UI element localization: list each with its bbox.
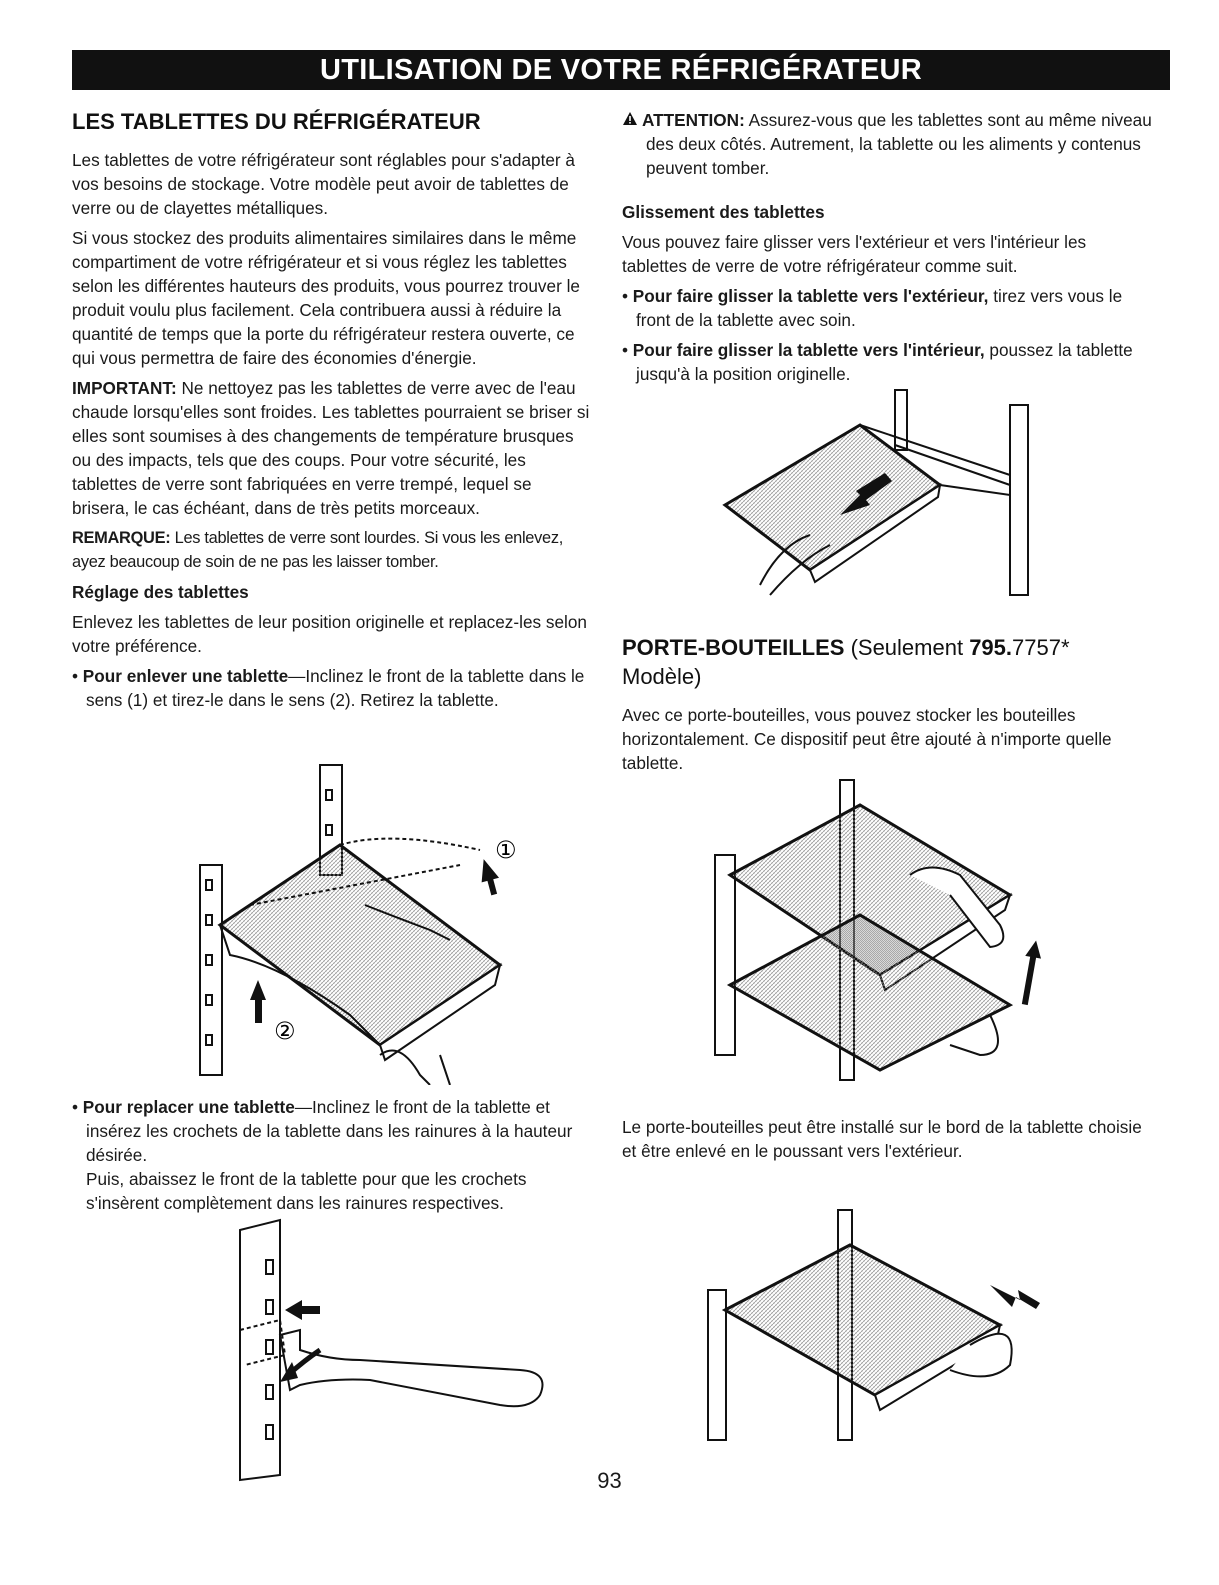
figure-bottle-holder-remove <box>700 1205 1050 1445</box>
bullet-slide-in-text: poussez la tablette jusqu'à la position originelle. <box>636 340 1133 384</box>
section-heading-bottle-holder <box>622 633 1152 691</box>
figure-replace-shelf <box>220 1210 570 1485</box>
bottle-heading-pre: (Seulement <box>844 635 970 660</box>
figure-label-2: ② <box>274 1017 296 1045</box>
bullet-remove-text: —Inclinez le front de la tablette dans le sens (1) et tirez-le dans le sens (2). Retirez la tablette. <box>86 666 585 710</box>
bottle-heading-model: 7757* <box>1012 635 1070 660</box>
paragraph-sliding: Vous pouvez faire glisser vers l'extérieur et vers l'intérieur les tablettes de verre de votre réfrigérateur comme suit. <box>622 232 1087 276</box>
figure-slide-shelf <box>720 385 1040 605</box>
paragraph-intro: Les tablettes de votre réfrigérateur sont réglables pour s'adapter à vos besoins de stockage. Votre modèle peut avoir de tablettes de verre ou de clayettes métalliques. <box>72 150 575 218</box>
subheading-sliding: Glissement des tablettes <box>622 202 825 222</box>
remarque-text: Les tablettes de verre sont lourdes. Si vous les enlevez, ayez beaucoup de soin de ne pas les laisser tomber. <box>72 529 563 571</box>
bullet-slide-out: • Pour faire glisser la tablette vers l'extérieur, tirez vers vous le front de la tablette avec soin. <box>622 286 1123 330</box>
important-text: Ne nettoyez pas les tablettes de verre avec de l'eau chaude lorsqu'elles sont froides. Les tablettes pourraient se briser si elles sont soumises à des changements de température brusques ou des impacts, tels que des coups. Pour votre sécurité, les tablettes de verre sont fabriquées en verre trempé, lequel se brisera, le cas échéant, dans de très petits morceaux. <box>72 378 590 518</box>
attention-text: Assurez-vous que les tablettes sont au même niveau des deux côtés. Autrement, la tablette ou les aliments y contenus peuvent tomber. <box>646 110 1152 178</box>
attention-label: ATTENTION: <box>642 110 745 130</box>
paragraph-storage: Si vous stockez des produits alimentaires similaires dans le même compartiment de votre réfrigérateur et si vous réglez les tablettes selon les différentes hauteurs des produits, vous pourrez trouver le produit voulu plus facilement. Cela contribuera aussi à réduire la quantité de temps que la porte du réfrigérateur restera ouverte, ce qui vous permettra de faire des économies d'énergie. <box>72 228 580 368</box>
warning-triangle-icon <box>622 108 642 132</box>
bullet-remove-shelf: • Pour enlever une tablette—Inclinez le front de la tablette dans le sens (1) et tirez-le dans le sens (2). Retirez la tablette. <box>72 666 585 710</box>
right-column-bottle-remove <box>622 1115 1152 1169</box>
figure-remove-shelf <box>190 755 550 1085</box>
figure-bottle-holder <box>700 775 1050 1085</box>
bullet-replace-label: Pour replacer une tablette <box>82 1097 295 1117</box>
bottle-heading-model-bold: 795. <box>969 635 1013 660</box>
section-heading-shelves: LES TABLETTES DU RÉFRIGÉRATEUR <box>72 109 481 134</box>
remarque-label: REMARQUE: <box>72 529 171 547</box>
paragraph-remarque <box>72 526 592 574</box>
left-column-lower <box>72 1095 592 1221</box>
bullet-replace-cont: Puis, abaissez le front de la tablette pour que les crochets s'insèrent complètement dans les rainures respectives. <box>86 1169 527 1213</box>
paragraph-important <box>72 376 592 520</box>
subheading-adjust: Réglage des tablettes <box>72 582 249 602</box>
bottle-heading-post: Modèle) <box>622 664 702 689</box>
page-header-bar <box>72 50 1170 90</box>
bullet-slide-out-label: Pour faire glisser la tablette vers l'extérieur, <box>632 286 989 306</box>
bullet-replace-text: —Inclinez le front de la tablette et insérez les crochets de la tablette dans les rainures à la hauteur désirée. <box>86 1097 573 1165</box>
bullet-slide-in: • Pour faire glisser la tablette vers l'intérieur, poussez la tablette jusqu'à la position originelle. <box>622 340 1133 384</box>
important-label: IMPORTANT: <box>72 378 177 398</box>
page-header-title: UTILISATION DE VOTRE RÉFRIGÉRATEUR <box>319 54 923 86</box>
right-column-bottle <box>622 633 1152 781</box>
bullet-slide-out-text: tirez vers vous le front de la tablette avec soin. <box>636 286 1123 330</box>
figure-label-1: ① <box>495 836 517 864</box>
bullet-replace-shelf: • Pour replacer une tablette—Inclinez le front de la tablette et insérez les crochets de la tablette dans les rainures à la hauteur désirée. Puis, abaissez le front de la tablette pour que les crochets s'insèrent complètement dans les rainures respectives. <box>72 1095 592 1215</box>
paragraph-adjust: Enlevez les tablettes de leur position originelle et replacez-les selon votre préférence. <box>72 612 587 656</box>
right-column <box>622 108 1152 392</box>
page-number: 93 <box>597 1468 622 1493</box>
left-column <box>72 108 592 718</box>
paragraph-attention <box>622 108 1152 180</box>
paragraph-bottle-remove: Le porte-bouteilles peut être installé sur le bord de la tablette choisie et être enlevé en le poussant vers l'extérieur. <box>622 1117 1142 1161</box>
bottle-heading-bold: PORTE-BOUTEILLES <box>622 635 845 660</box>
paragraph-bottle-intro: Avec ce porte-bouteilles, vous pouvez stocker les bouteilles horizontalement. Ce dispositif peut être ajouté à n'importe quelle tablette. <box>622 705 1112 773</box>
bullet-slide-in-label: Pour faire glisser la tablette vers l'intérieur, <box>632 340 985 360</box>
bullet-remove-label: Pour enlever une tablette <box>82 666 289 686</box>
